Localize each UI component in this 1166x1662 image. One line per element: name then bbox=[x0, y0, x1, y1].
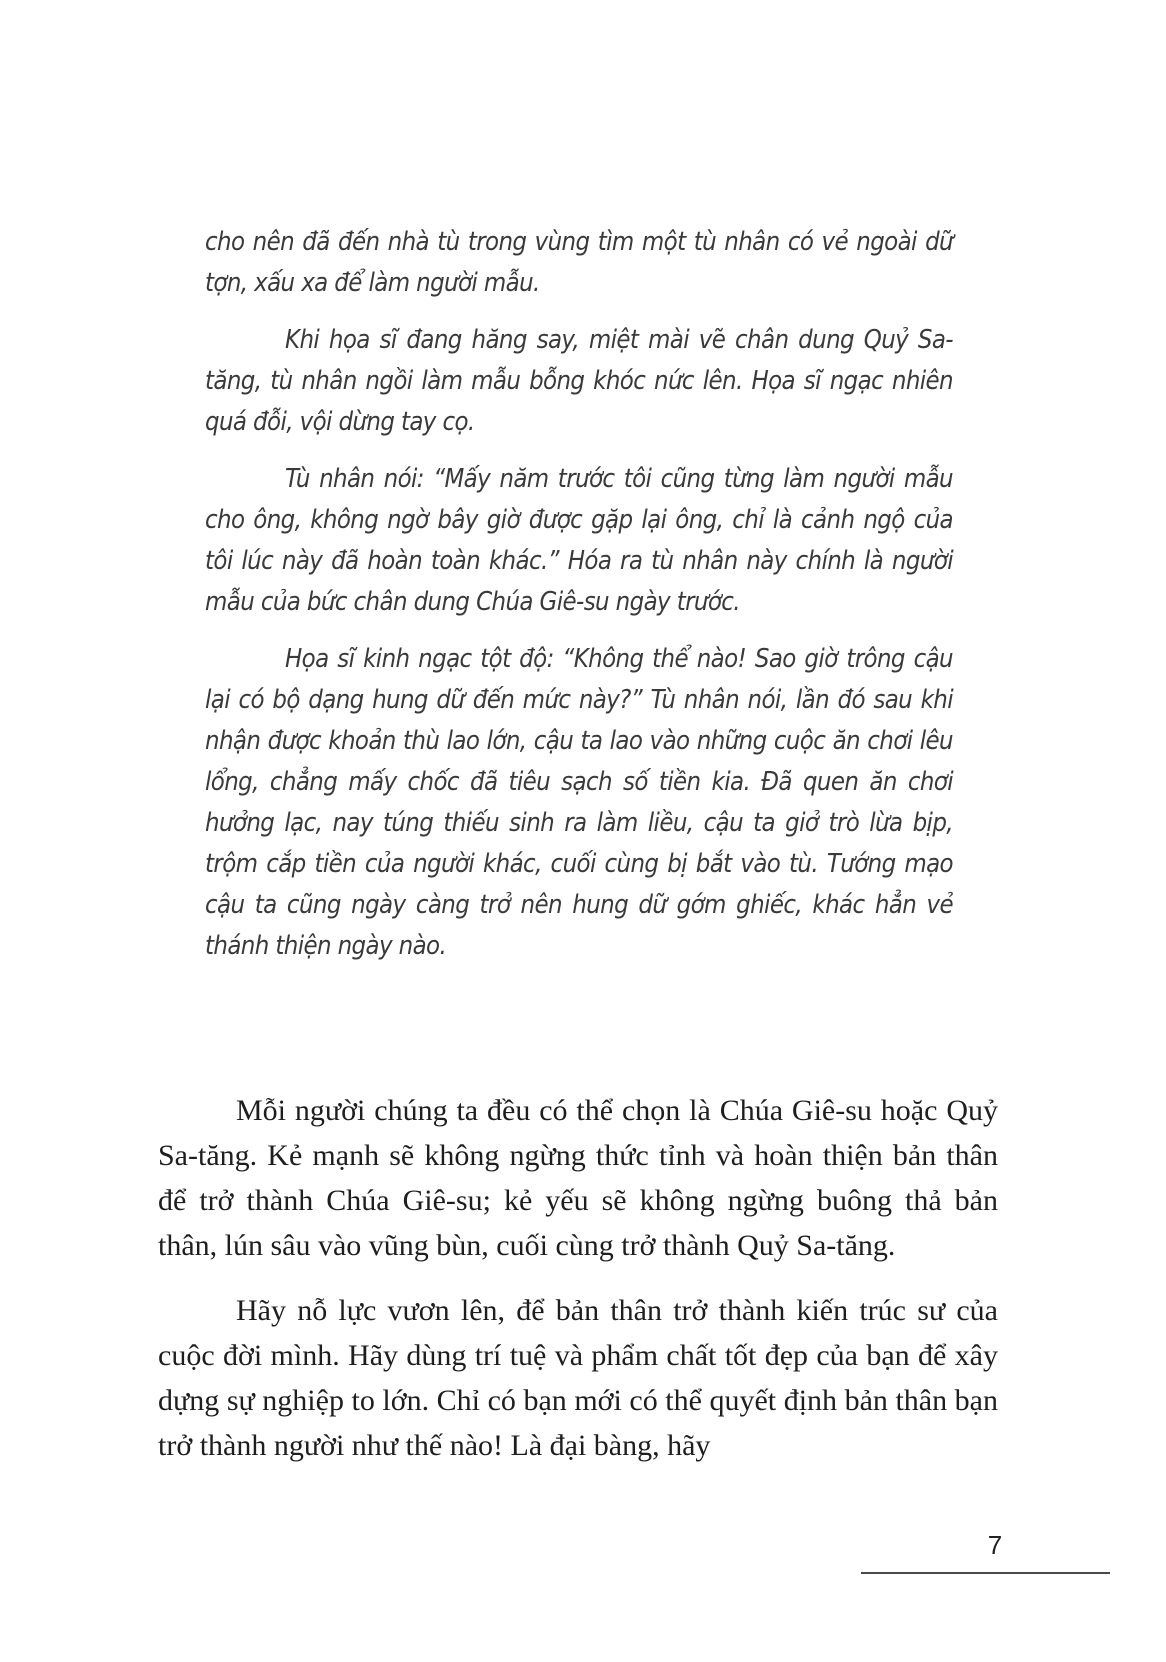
story-quote-block bbox=[205, 222, 953, 983]
footer-divider bbox=[861, 1572, 1110, 1574]
page-number: 7 bbox=[987, 1530, 1003, 1560]
quote-paragraph: Khi họa sĩ đang hăng say, miệt mài vẽ chân dung Quỷ Sa-tăng, tù nhân ngồi làm mẫu bỗng khóc nức lên. Họa sĩ ngạc nhiên quá đỗi, vội dừng tay cọ. bbox=[205, 325, 953, 437]
body-paragraph: Mỗi người chúng ta đều có thể chọn là Chúa Giê-su hoặc Quỷ Sa-tăng. Kẻ mạnh sẽ không ngừng thức tỉnh và hoàn thiện bản thân để trở thành Chúa Giê-su; kẻ yếu sẽ không ngừng buông thả bản thân, lún sâu vào vũng bùn, cuối cùng trở thành Quỷ Sa-tăng. bbox=[158, 1094, 998, 1262]
body-paragraph: Hãy nỗ lực vươn lên, để bản thân trở thành kiến trúc sư của cuộc đời mình. Hãy dùng trí tuệ và phẩm chất tốt đẹp của bạn để xây dựng sự nghiệp to lớn. Chỉ có bạn mới có thể quyết định bản thân bạn trở thành người như thế nào! Là đại bàng, hãy bbox=[158, 1294, 998, 1462]
quote-paragraph: cho nên đã đến nhà tù trong vùng tìm một tù nhân có vẻ ngoài dữ tợn, xấu xa để làm người mẫu. bbox=[205, 227, 953, 298]
body-text-block bbox=[158, 1088, 998, 1488]
quote-paragraph: Họa sĩ kinh ngạc tột độ: “Không thể nào! Sao giờ trông cậu lại có bộ dạng hung dữ đến mức này?” Tù nhân nói, lần đó sau khi nhận được khoản thù lao lớn, cậu ta lao vào những cuộc ăn chơi lêu lổng, chẳng mấy chốc đã tiêu sạch số tiền kia. Đã quen ăn chơi hưởng lạc, nay túng thiếu sinh ra làm liều, cậu ta giở trò lừa bịp, trộm cắp tiền của người khác, cuối cùng bị bắt vào tù. Tướng mạo cậu ta cũng ngày càng trở nên hung dữ gớm ghiếc, khác hẳn vẻ thánh thiện ngày nào. bbox=[205, 644, 953, 961]
quote-paragraph: Tù nhân nói: “Mấy năm trước tôi cũng từng làm người mẫu cho ông, không ngờ bây giờ được gặp lại ông, chỉ là cảnh ngộ của tôi lúc này đã hoàn toàn khác.” Hóa ra tù nhân này chính là người mẫu của bức chân dung Chúa Giê-su ngày trước. bbox=[205, 464, 953, 617]
